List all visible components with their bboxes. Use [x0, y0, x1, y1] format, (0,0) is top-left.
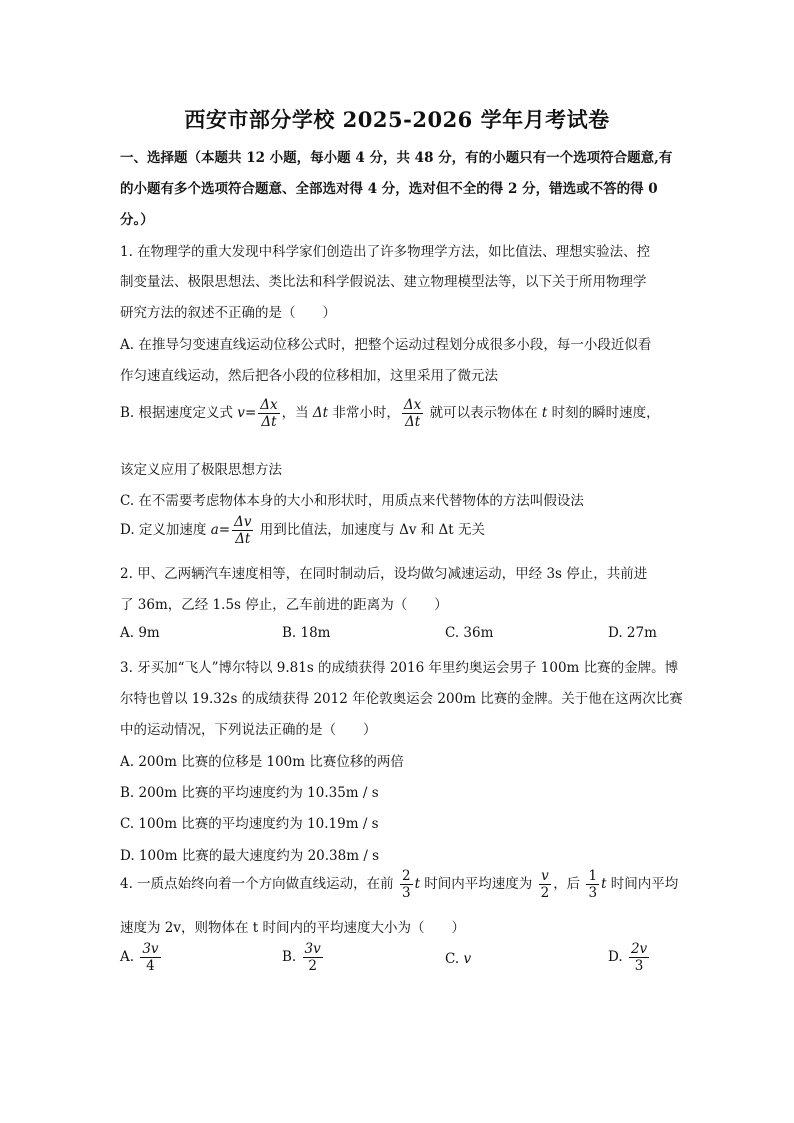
q4-fraction-v-half [539, 868, 552, 901]
q4-text-pre: 4. 一质点始终向着一个方向做直线运动，在前 [120, 876, 398, 892]
q4-stem-line-2: 速度为 2v，则物体在 t 时间内的平均速度大小为（ ） [120, 920, 466, 936]
q1-option-b-line-2: 该定义应用了极限思想方法 [120, 462, 282, 478]
section-instructions-line-1: 一、选择题（本题共 12 小题，每小题 4 分，共 48 分，有的小题只有一个选项符合题意,有 [120, 150, 673, 166]
q1-b-v: v [237, 405, 245, 421]
q1-d-a: a [210, 522, 219, 538]
q4-b-num: 3v [304, 941, 321, 957]
q2-option-c: C. 36m [445, 625, 494, 641]
q1-option-a-line-2: 作匀速直线运动，然后把各小段的位移相加，这里采用了微元法 [120, 368, 498, 384]
q1-stem-line-1: 1. 在物理学的重大发现中科学家们创造出了许多物理学方法，如比值法、理想实验法、控 [120, 244, 651, 260]
q4-b-den: 2 [308, 958, 317, 974]
q4-option-a [120, 941, 163, 974]
q1-b-text-mid2: 非常小时， [328, 405, 400, 421]
q3-stem-line-1: 3. 牙买加“飞人”博尔特以 9.81s 的成绩获得 2016 年里约奥运会男子 100m 比赛的金牌。博 [120, 660, 679, 676]
q3-option-c: C. 100m 比赛的平均速度约为 10.19m / s [120, 816, 379, 832]
q4-text-mid1: 时间内平均速度为 [420, 876, 537, 892]
q4-a-num: 3v [142, 941, 159, 957]
q4-c-value: v [463, 951, 472, 967]
q1-b-t: t [541, 405, 548, 421]
q4-frac3-den: 3 [588, 885, 598, 901]
q4-d-label: D. [608, 949, 623, 965]
q4-b-fraction [303, 941, 323, 974]
q1-d-frac-num: Δv [234, 514, 252, 530]
q4-frac1-den: 3 [401, 885, 411, 901]
q2-stem-line-1: 2. 甲、乙两辆汽车速度相等，在同时制动后，设均做匀减速运动，甲经 3s 停止，共前进 [120, 566, 648, 582]
q4-frac2-num: v [539, 868, 552, 885]
q1-b-fraction-2 [402, 397, 423, 430]
q4-fraction-two-thirds [400, 868, 413, 901]
q3-option-b: B. 200m 比赛的平均速度约为 10.35m / s [120, 785, 379, 801]
q1-d-text-end: 用到比值法，加速度与 Δv 和 Δt 无关 [255, 522, 485, 538]
q4-d-num: 2v [630, 941, 648, 957]
q4-d-fraction [629, 941, 649, 974]
q4-frac1-num: 2 [401, 868, 411, 884]
q4-d-den: 3 [634, 958, 644, 974]
q4-t1: t [414, 876, 420, 892]
q1-d-text-pre: D. 定义加速度 [120, 522, 211, 538]
section-instructions-line-3: 分。） [120, 212, 154, 228]
q1-b-eq: = [244, 405, 257, 421]
q3-stem-line-2: 尔特也曾以 19.32s 的成绩获得 2012 年伦敦奥运会 200m 比赛的金牌。关于他在这两次比赛 [120, 691, 683, 707]
q4-a-den: 4 [146, 958, 155, 974]
q4-t2: t [601, 876, 607, 892]
q1-b-frac-den: Δt [261, 414, 277, 430]
q1-b-frac2-num: Δx [403, 397, 422, 413]
q4-text-end: 时间内平均 [606, 876, 679, 892]
q4-a-fraction [140, 941, 160, 974]
q1-stem-line-2: 制变量法、极限思想法、类比法和科学假说法、建立物理模型法等，以下关于所用物理学 [120, 274, 647, 290]
q1-b-text-mid1: ，当 [281, 405, 313, 421]
q4-frac3-num: 1 [588, 868, 598, 884]
q1-d-fraction [232, 514, 253, 547]
section-instructions-line-2: 的小题有多个选项符合题意、全部选对得 4 分，选对但不全的得 2 分，错选或不答的得 0 [120, 181, 658, 197]
q2-option-a: A. 9m [120, 625, 160, 641]
q3-option-a: A. 200m 比赛的位移是 100m 比赛位移的两倍 [120, 754, 404, 770]
q1-b-frac-num: Δx [260, 397, 278, 413]
q4-option-c [445, 951, 471, 967]
q4-frac2-den: 2 [540, 885, 550, 901]
q1-stem-line-3: 研究方法的叙述不正确的是（ ） [120, 305, 336, 321]
q1-option-d [120, 514, 485, 547]
q1-b-text-mid3: 就可以表示物体在 [425, 405, 542, 421]
q4-b-label: B. [282, 949, 297, 965]
q2-option-b: B. 18m [282, 625, 331, 641]
q2-stem-line-2: 了 36m，乙经 1.5s 停止，乙车前进的距离为（ ） [120, 597, 448, 613]
q4-fraction-one-third [586, 868, 599, 901]
q1-b-frac2-den: Δt [405, 414, 421, 430]
q3-option-d: D. 100m 比赛的最大速度约为 20.38m / s [120, 848, 380, 864]
q1-b-dt: Δt [312, 405, 329, 421]
q1-b-text-end: 时刻的瞬时速度， [547, 405, 660, 421]
q4-option-d [608, 941, 651, 974]
q2-option-d: D. 27m [608, 625, 657, 641]
page-title: 西安市部分学校 2025-2026 学年月考试卷 [184, 107, 610, 132]
q1-d-frac-den: Δt [235, 531, 251, 547]
q1-option-b-line-1 [120, 397, 660, 430]
q4-c-label: C. [445, 951, 460, 967]
q3-stem-line-3: 中的运动情况，下列说法正确的是（ ） [120, 722, 377, 738]
q4-text-mid2: ，后 [553, 876, 585, 892]
q1-option-c: C. 在不需要考虑物体本身的大小和形状时，用质点来代替物体的方法叫假设法 [120, 493, 584, 509]
q1-b-fraction [258, 397, 279, 430]
q4-option-b [282, 941, 325, 974]
q1-b-text-pre: B. 根据速度定义式 [120, 405, 238, 421]
q4-a-label: A. [120, 949, 135, 965]
q1-option-a-line-1: A. 在推导匀变速直线运动位移公式时，把整个运动过程划分成很多小段，每一小段近似看 [120, 337, 652, 353]
q4-stem-line-1 [120, 868, 678, 901]
q1-d-eq: = [218, 522, 231, 538]
